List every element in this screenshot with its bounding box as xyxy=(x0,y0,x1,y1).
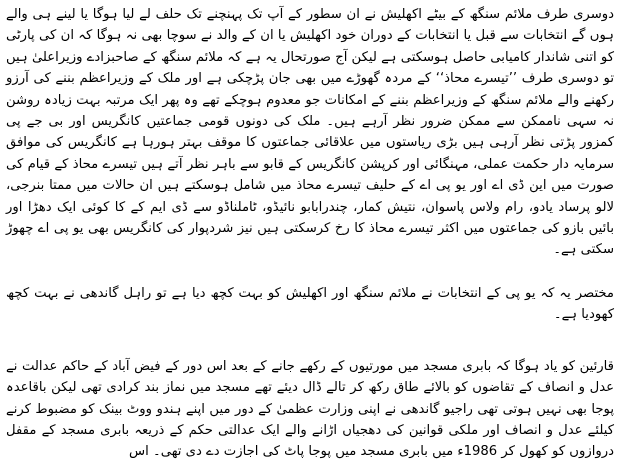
paragraph: قارئین کو یاد ہوگا کہ بابری مسجد میں مورتیوں کے رکھے جانے کے بعد اس دور کے فیض آباد کے حاکم عدالت نے عدل و انصاف کے تقاضوں کو بالائے طاق رکھ کر تالے ڈال دیئے تھے مسجد میں نماز بند کرادی تھی لیکن باقاعدہ پوجا بھی نہیں ہوتی تھی راجیو گاندھی نے اپنی وزارت عظمیٰ کے دور میں اپنے ہندو ووٹ بینک کو مضبوط کرنے کیلئے عدل و انصاف اور ملکی قوانین کی دھجیاں اڑانے والے ایک عدالتی حکم کے ذریعہ بابری مسجد کے مقفل دروازوں کو کھول کر 1986ء میں بابری مسجد میں پوجا پاٹ کی اجازت دے دی تھی۔ اس xyxy=(6,358,614,460)
paragraph: دوسری طرف ملائم سنگھ کے بیٹے اکھلیش نے ان سطور کے آپ تک پہنچنے تک حلف لے لیا ہوگا یا لینے ہی والے ہوں گے انتخابات سے قبل یا انتخابات کے دوران خود اکھلیش یا ان کے والد نے سوچا بھی نہ ہوگا کہ ان کی پارٹی کو اتنی شاندار کامیابی حاصل ہوسکتی ہے لیکن آج صورتحال یہ ہے کہ ملائم سنگھ کے صاحبزادے وزیراعلیٰ ہیں تو دوسری طرف ’’تیسرے محاذ‘‘ کے مردہ گھوڑے میں بھی جان پڑچکی ہے اور ملک کے وزیراعظم بننے کی آرزو رکھنے والے ملائم سنگھ کے وزیراعظم بننے کے امکانات جو معدوم ہوچکے تھے وہ پھر ایک مرتبہ بہت زیادہ روشن نہ سہی ناممکن سے ممکن ضرور نظر آرہے ہیں۔ ملک کی دونوں قومی جماعتیں کانگریس اور بی جے پی کمزور پڑتی نظر آرہی ہیں بڑی ریاستوں میں علاقائی جماعتوں کا موقف بہتر ہورہا ہے کانگریس کی موافق سرمایہ دار حکمت عملی، مہنگائی اور کرپشن کانگریس کے قابو سے باہر نظر آتے ہیں تیسرے محاذ کے قیام کی صورت میں این ڈی اے اور یو پی اے کے حلیف تیسرے محاذ میں شامل ہوسکتے ہیں ان حالات میں ممتا بنرجی، لالو پرساد یادو، رام ولاس پاسوان، نتیش کمار، چندرابابو نائیڈو، ٹاملناڈو سے ڈی ایم کے کا کوئی ایک دھڑا اور بائیں بازو کی جماعتوں میں اکثر تیسرے محاذ کا رخ کرسکتی ہیں نیز شردپوار کی کانگریس بھی یو پی اے چھوڑ سکتی ہے۔ xyxy=(6,7,614,258)
article-page xyxy=(6,4,614,460)
paragraph: مختصر یہ کہ یو پی کے انتخابات نے ملائم سنگھ اور اکھلیش کو بہت کچھ دیا ہے تو راہل گاندھی نے بہت کچھ کھودیا ہے۔ xyxy=(6,285,614,323)
